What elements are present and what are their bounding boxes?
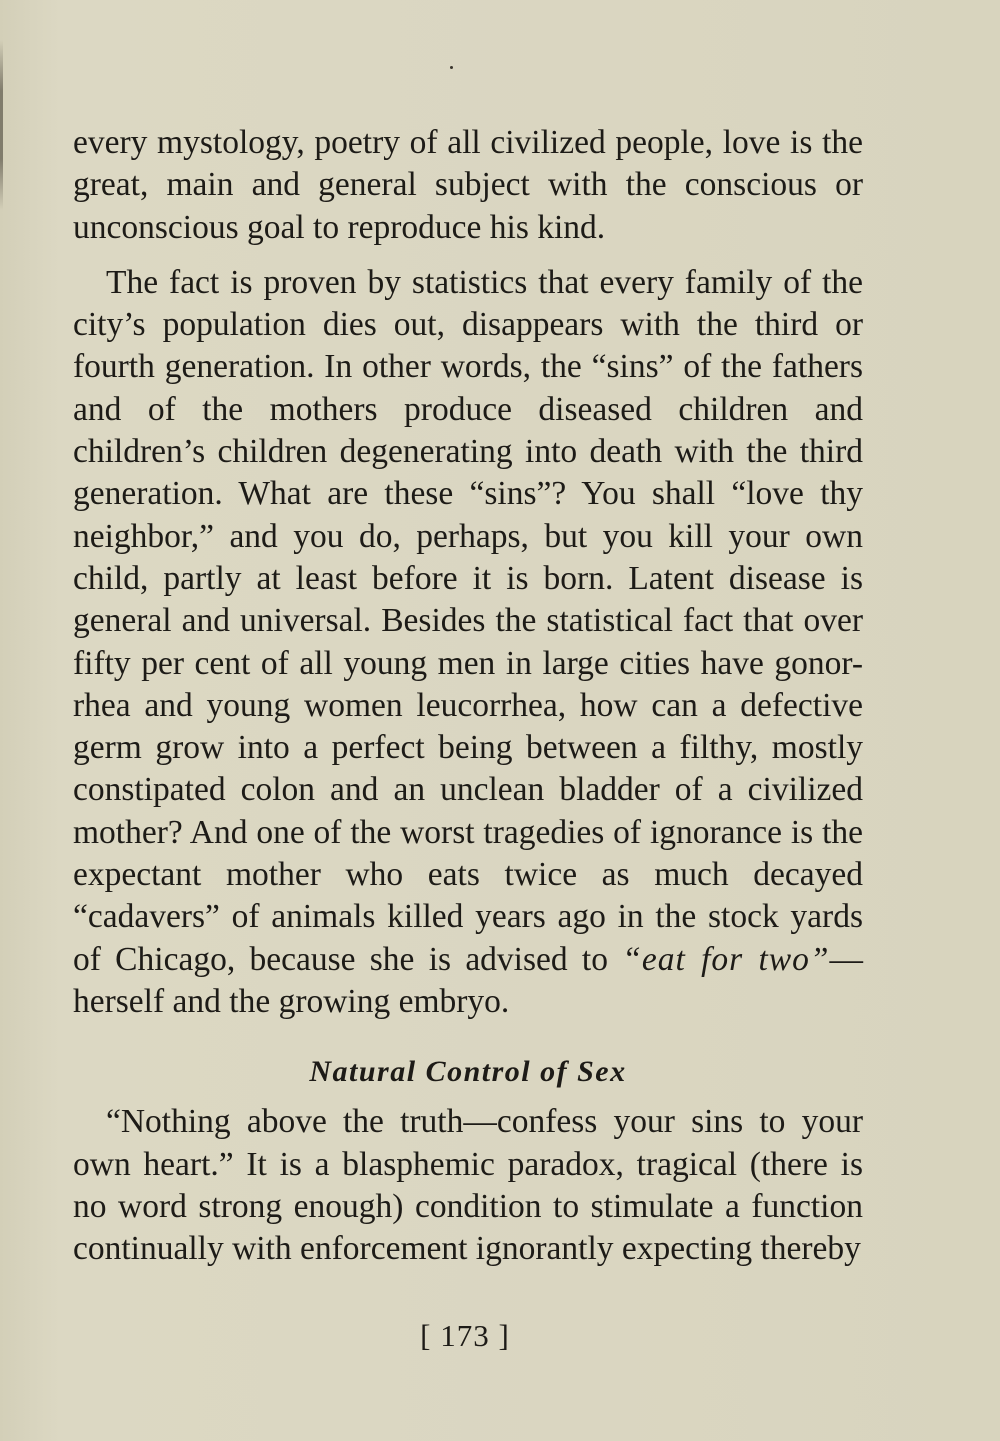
- paragraph-section: “Nothing above the truth—confess your sins to your own heart.” It is a blasphemic paradox, tragical (there is no word strong enough) condition to stimulate a function continually with enforcement ignorantly expecting thereby: [73, 1103, 863, 1268]
- page-number: [ 173 ]: [420, 1318, 510, 1353]
- body-text: [73, 122, 863, 1270]
- paragraph-text: The fact is proven by statistics that every family of the city’s population dies out, disappears with the third or fourth generation. In other words, the “sins” of the fathers and of the mothers produce diseased children and children’s children degenerating into death with the third generation. What are these “sins”? You shall “love thy neighbor,” and you do, perhaps, but you kill your own child, partly at least before it is born. Latent disease is general and universal. Besides the statistical fact that over fifty per cent of all young men in large cities have gonor-rhea and young women leucorrhea, how can a defective germ grow into a perfect being between a filthy, mostly constipated colon and an unclean bladder of a civilized mother? And one of the worst tragedies of ignorance is the expectant mother who eats twice as much decayed “cadavers” of animals killed years ago in the stock yards of Chicago, because she is advised to: [73, 263, 863, 978]
- paragraph-text-end: — herself and the growing embryo.: [73, 940, 864, 1020]
- paragraph-continued: every mystology, poetry of all civilized people, love is the great, main and general subject with the conscious or unconscious goal to reproduce his kind.: [73, 124, 863, 246]
- section-heading: Natural Control of Sex: [309, 1055, 627, 1089]
- ink-speck: [450, 66, 453, 69]
- page-edge-shadow: [0, 40, 3, 210]
- italic-phrase: “eat for two”: [622, 940, 830, 978]
- paragraph-statistics: [73, 262, 863, 1023]
